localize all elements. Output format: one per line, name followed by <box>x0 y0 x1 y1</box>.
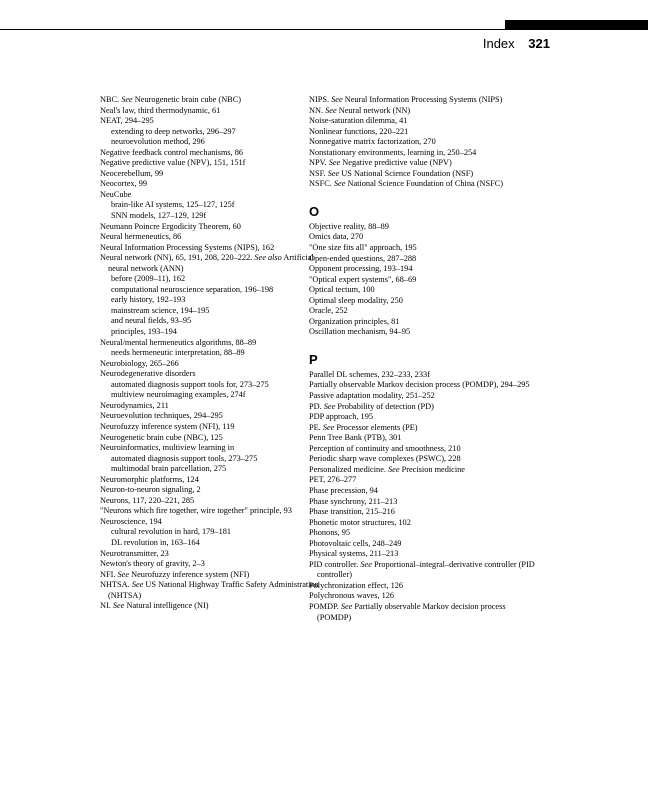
index-entry <box>100 169 332 180</box>
see-reference: See <box>117 569 130 579</box>
index-column-left <box>100 95 332 612</box>
index-entry <box>309 137 541 148</box>
index-entry <box>309 465 541 476</box>
reference-target: Neurogenetic brain cube (NBC) <box>132 95 242 104</box>
reference-target: Probability of detection (PD) <box>335 401 434 411</box>
entry-text: Phonons, 95 <box>309 528 351 538</box>
index-entry <box>309 423 541 434</box>
index-entry <box>309 306 541 317</box>
reference-target: Proportional–integral–derivative controller (PID controller) <box>317 559 535 580</box>
index-entry <box>309 127 541 138</box>
entry-text: Neurotransmitter, 23 <box>100 548 169 558</box>
see-reference: See <box>388 464 400 474</box>
entry-text: NHTSA. <box>100 580 132 590</box>
entry-text: early history, 192–193 <box>111 295 186 305</box>
index-entry <box>309 497 541 508</box>
reference-target: Natural intelligence (NI) <box>124 601 209 611</box>
index-column-right <box>309 95 541 623</box>
index-entry <box>100 411 332 422</box>
index-entry <box>309 380 541 391</box>
index-entry <box>100 549 332 560</box>
entry-text: Personalized medicine. <box>309 464 389 474</box>
see-reference: See <box>333 179 346 189</box>
entry-text: PET, 276–277 <box>309 475 357 485</box>
entry-text: NSF. <box>309 168 328 178</box>
index-entry <box>100 433 332 444</box>
index-entry <box>309 518 541 529</box>
entry-text: NI. <box>100 601 113 611</box>
index-entry <box>100 570 332 581</box>
running-header <box>483 36 550 51</box>
see-reference: See <box>323 401 336 411</box>
entry-text: Opponent processing, 193–194 <box>309 264 413 274</box>
index-group-n <box>309 95 541 190</box>
entry-text: before (2009–11), 162 <box>111 274 186 284</box>
index-entry <box>309 581 541 592</box>
index-entry <box>100 179 332 190</box>
entry-text: Newton's theory of gravity, 2–3 <box>100 559 205 569</box>
entry-text: "One size fits all" approach, 195 <box>309 243 417 253</box>
entry-text: brain-like AI systems, 125–127, 125f <box>111 200 235 210</box>
index-subentry <box>100 348 332 359</box>
section-letter-p: P <box>309 351 318 367</box>
index-entry <box>309 444 541 455</box>
index-subentry <box>100 127 332 138</box>
entry-text: PD. <box>309 401 324 411</box>
entry-text: Objective reality, 88–89 <box>309 221 389 231</box>
index-entry <box>100 148 332 159</box>
entry-text: Neural/mental hermeneutics algorithms, 88–89 <box>100 337 257 347</box>
index-entry <box>309 232 541 243</box>
entry-text: Polychronization effect, 126 <box>309 580 404 590</box>
entry-text: Noise-saturation dilemma, 41 <box>309 116 408 126</box>
entry-text: Neurodynamics, 211 <box>100 400 169 410</box>
entry-text: Neuron-to-neuron signaling, 2 <box>100 485 201 495</box>
entry-text: "Neurons which fire together, wire together" principle, 93 <box>100 506 292 516</box>
entry-text: Neurodegenerative disorders <box>100 369 196 379</box>
index-subentry <box>100 274 332 285</box>
index-entry <box>309 433 541 444</box>
entry-text: Phonetic motor structures, 102 <box>309 517 411 527</box>
entry-text: Oracle, 252 <box>309 306 348 316</box>
index-entry <box>100 232 332 243</box>
entry-text: multimodal brain parcellation, 275 <box>111 464 227 474</box>
see-reference: See also <box>254 253 282 263</box>
index-subentry <box>100 538 332 549</box>
section-letter-o: O <box>309 203 320 219</box>
index-subentry <box>100 454 332 465</box>
entry-text: Neurons, 117, 220–221, 285 <box>100 495 195 505</box>
entry-text: Neural network (NN), 65, 191, 208, 220–222. <box>100 253 255 263</box>
index-entry <box>309 591 541 602</box>
entry-text: Phase precession, 94 <box>309 485 378 495</box>
index-entry <box>100 106 332 117</box>
index-group-p <box>309 370 541 623</box>
index-subentry <box>100 527 332 538</box>
index-entry <box>309 222 541 233</box>
index-entry <box>100 158 332 169</box>
section-title: Index <box>482 36 515 51</box>
index-entry <box>100 601 332 612</box>
reference-target: Partially observable Markov decision process (POMDP) <box>317 601 506 622</box>
index-entry <box>100 580 332 601</box>
index-entry <box>309 327 541 338</box>
index-entry <box>309 254 541 265</box>
index-entry <box>309 602 541 623</box>
index-entry <box>100 190 332 201</box>
header-bar <box>505 20 648 29</box>
index-entry <box>100 95 332 106</box>
entry-text: Neurobiology, 265–266 <box>100 358 179 368</box>
reference-target: Neural Information Processing Systems (NIPS) <box>342 95 503 104</box>
index-subentry <box>100 200 332 211</box>
entry-text: NPV. <box>309 158 329 168</box>
entry-text: Perception of continuity and smoothness, 210 <box>309 443 461 453</box>
index-entry <box>309 296 541 307</box>
index-entry <box>309 95 541 106</box>
entry-text: NeuCube <box>100 189 132 199</box>
index-entry <box>100 338 332 349</box>
entry-text: principles, 193–194 <box>111 327 177 337</box>
index-entry <box>309 454 541 465</box>
see-reference: See <box>331 95 343 104</box>
entry-text: Neumann Poincre Ergodicity Theorem, 60 <box>100 221 241 231</box>
index-entry <box>309 549 541 560</box>
entry-text: Oscillation mechanism, 94–95 <box>309 327 411 337</box>
index-entry <box>309 402 541 413</box>
index-entry <box>100 517 332 528</box>
index-entry <box>100 443 332 454</box>
entry-text: and neural fields, 93–95 <box>111 316 192 326</box>
index-entry <box>100 369 332 380</box>
entry-text: neuroevolution method, 296 <box>111 137 205 147</box>
index-subentry <box>100 306 332 317</box>
reference-target: National Science Foundation of China (NSFC) <box>345 179 504 189</box>
index-entry <box>309 106 541 117</box>
entry-text: Neuromorphic platforms, 124 <box>100 474 199 484</box>
entry-text: NBC. <box>100 95 122 104</box>
index-entry <box>309 317 541 328</box>
index-entry <box>309 285 541 296</box>
see-reference: See <box>131 580 144 590</box>
entry-text: Neural hermeneutics, 86 <box>100 232 182 242</box>
index-subentry <box>100 316 332 327</box>
entry-text: Neocerebellum, 99 <box>100 168 164 178</box>
entry-text: Neuroevolution techniques, 294–295 <box>100 411 223 421</box>
entry-text: Organization principles, 81 <box>309 316 400 326</box>
entry-text: Nonstationary environments, learning in, 250–254 <box>309 147 477 157</box>
index-entry <box>100 253 332 274</box>
entry-text: Phase synchrony, 211–213 <box>309 496 398 506</box>
index-entry <box>100 359 332 370</box>
entry-text: Neocortex, 99 <box>100 179 147 189</box>
entry-text: DL revolution in, 163–164 <box>111 537 200 547</box>
index-entry <box>309 475 541 486</box>
entry-text: POMDP. <box>309 601 341 611</box>
index-entry <box>309 116 541 127</box>
entry-text: computational neuroscience separation, 196–198 <box>111 284 274 294</box>
index-subentry <box>100 285 332 296</box>
index-entry <box>309 486 541 497</box>
entry-text: Neurofuzzy inference system (NFI), 119 <box>100 421 235 431</box>
index-subentry <box>100 464 332 475</box>
entry-text: mainstream science, 194–195 <box>111 305 210 315</box>
index-entry <box>309 412 541 423</box>
reference-target: Neurofuzzy inference system (NFI) <box>129 569 250 579</box>
entry-text: NSFC. <box>309 179 334 189</box>
index-entry <box>309 528 541 539</box>
entry-text: PDP approach, 195 <box>309 412 373 422</box>
entry-text: Nonlinear functions, 220–221 <box>309 126 409 136</box>
entry-text: Open-ended questions, 287–288 <box>309 253 417 263</box>
index-entry <box>100 496 332 507</box>
entry-text: PE. <box>309 422 323 432</box>
entry-text: Neuroscience, 194 <box>100 516 162 526</box>
entry-text: Periodic sharp wave complexes (PSWC), 228 <box>309 454 461 464</box>
entry-text: Physical systems, 211–213 <box>309 549 399 559</box>
page-number: 321 <box>528 36 550 51</box>
entry-text: extending to deep networks, 296–297 <box>111 126 236 136</box>
index-entry <box>309 539 541 550</box>
entry-text: NIPS. <box>309 95 332 104</box>
index-entry <box>100 243 332 254</box>
entry-text: Nonnegative matrix factorization, 270 <box>309 137 436 147</box>
index-entry <box>100 116 332 127</box>
index-subentry <box>100 295 332 306</box>
entry-text: Neal's law, third thermodynamic, 61 <box>100 105 221 115</box>
index-entry <box>100 506 332 517</box>
entry-text: needs hermeneutic interpretation, 88–89 <box>111 348 245 358</box>
entry-text: Neural Information Processing Systems (NIPS), 162 <box>100 242 275 252</box>
index-entry <box>309 275 541 286</box>
index-entry <box>309 148 541 159</box>
reference-target: Neural network (NN) <box>336 105 411 115</box>
entry-text: Phase transition, 215–216 <box>309 507 395 517</box>
entry-text: Negative predictive value (NPV), 151, 151f <box>100 158 246 168</box>
index-entry <box>309 169 541 180</box>
entry-text: automated diagnosis support tools for, 273–275 <box>111 379 269 389</box>
index-entry <box>309 560 541 581</box>
entry-text: Optimal sleep modality, 250 <box>309 295 403 305</box>
see-reference: See <box>340 601 353 611</box>
entry-text: Negative feedback control mechanisms, 86 <box>100 147 244 157</box>
index-entry <box>100 422 332 433</box>
index-entry <box>100 485 332 496</box>
see-reference: See <box>121 95 133 104</box>
entry-text: Passive adaptation modality, 251–252 <box>309 391 435 401</box>
entry-text: Partially observable Markov decision process (POMDP), 294–295 <box>309 380 530 390</box>
entry-text: Photovoltaic cells, 248–249 <box>309 538 402 548</box>
see-reference: See <box>325 105 337 115</box>
entry-text: NFI. <box>100 569 118 579</box>
index-subentry <box>100 327 332 338</box>
entry-text: SNN models, 127–129, 129f <box>111 211 207 221</box>
index-entry <box>100 559 332 570</box>
entry-text: NN. <box>309 105 326 115</box>
entry-text: automated diagnosis support tools, 273–275 <box>111 453 258 463</box>
entry-text: Polychronous waves, 126 <box>309 591 395 601</box>
index-subentry <box>100 390 332 401</box>
index-entry <box>100 401 332 412</box>
index-entry <box>309 158 541 169</box>
see-reference: See <box>360 559 372 569</box>
reference-target: Precision medicine <box>399 464 465 474</box>
see-reference: See <box>322 422 335 432</box>
index-entry <box>309 179 541 190</box>
reference-target: Processor elements (PE) <box>334 422 418 432</box>
entry-text: Optical tectum, 100 <box>309 285 375 295</box>
index-subentry <box>100 211 332 222</box>
reference-target: Artificial neural network (ANN) <box>108 253 314 273</box>
see-reference: See <box>112 601 125 611</box>
see-reference: See <box>327 168 340 178</box>
entry-text: Omics data, 270 <box>309 232 364 242</box>
entry-text: cultural revolution in hard, 179–181 <box>111 527 232 537</box>
entry-text: Neuroinformatics, multiview learning in <box>100 443 235 453</box>
index-entry <box>100 222 332 233</box>
entry-text: NEAT, 294–295 <box>100 116 154 126</box>
index-entry <box>309 370 541 381</box>
index-entry <box>100 475 332 486</box>
index-entry <box>309 243 541 254</box>
entry-text: "Optical expert systems", 68–69 <box>309 274 417 284</box>
entry-text: PID controller. <box>309 559 361 569</box>
entry-text: Penn Tree Bank (PTB), 301 <box>309 433 402 443</box>
index-subentry <box>100 380 332 391</box>
entry-text: multiview neuroimaging examples, 274f <box>111 390 246 400</box>
index-group-o <box>309 222 541 338</box>
see-reference: See <box>328 158 341 168</box>
entry-text: Parallel DL schemes, 232–233, 233f <box>309 369 430 379</box>
header-rule <box>0 29 648 30</box>
entry-text: Neurogenetic brain cube (NBC), 125 <box>100 432 223 442</box>
reference-target: US National Science Foundation (NSF) <box>339 168 474 178</box>
reference-target: Negative predictive value (NPV) <box>340 158 452 168</box>
reference-target: US National Highway Traffic Safety Administration (NHTSA) <box>108 580 319 600</box>
index-entry <box>309 391 541 402</box>
index-entry <box>309 264 541 275</box>
index-subentry <box>100 137 332 148</box>
index-entry <box>309 507 541 518</box>
